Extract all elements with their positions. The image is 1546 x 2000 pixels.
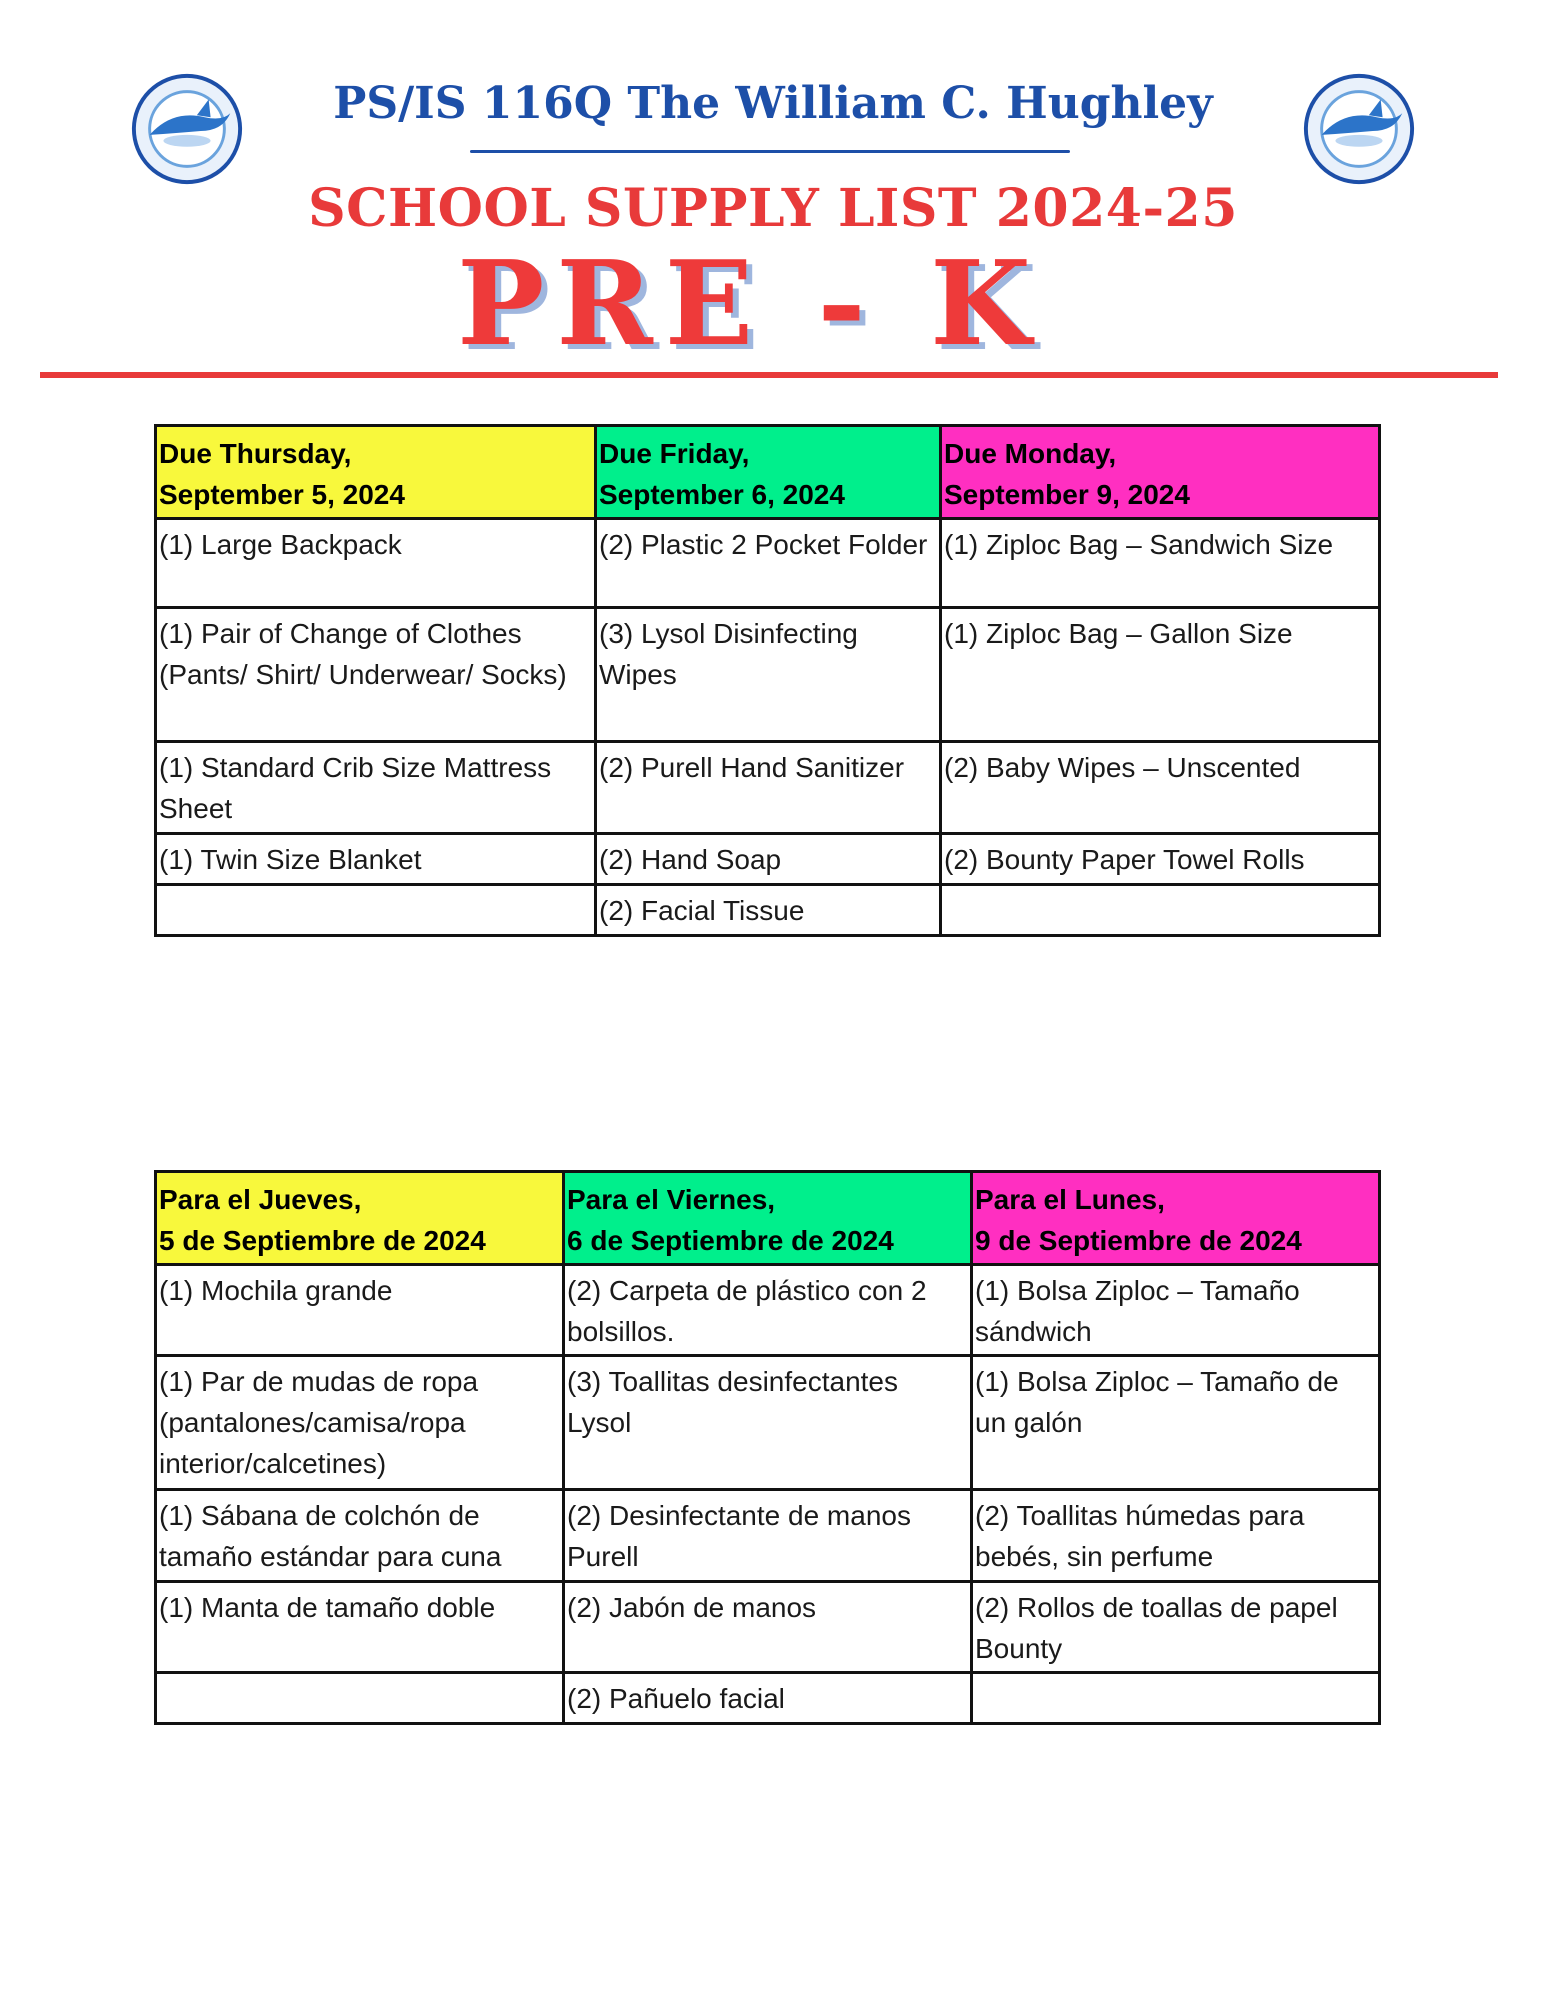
divider-rule	[40, 372, 1498, 378]
table-row	[156, 1356, 1380, 1490]
table-cell: (1) Standard Crib Size Mattress Sheet	[156, 742, 596, 834]
school-name: PS/IS 116Q The William C. Hughley	[333, 78, 1213, 129]
table-cell: (1) Manta de tamaño doble	[156, 1582, 564, 1673]
table-row	[156, 885, 1380, 936]
table-row	[156, 608, 1380, 742]
table-cell: (2) Desinfectante de manos Purell	[564, 1490, 972, 1582]
table-row	[156, 1673, 1380, 1724]
table-cell: (2) Plastic 2 Pocket Folder	[596, 519, 941, 608]
table-cell: (1) Twin Size Blanket	[156, 834, 596, 885]
table-cell: (3) Lysol Disinfecting Wipes	[596, 608, 941, 742]
table-row	[156, 1490, 1380, 1582]
table-cell: (1) Bolsa Ziploc – Tamaño de un galón	[972, 1356, 1380, 1490]
table-cell: (1) Sábana de colchón de tamaño estándar para cuna	[156, 1490, 564, 1582]
table-row	[156, 519, 1380, 608]
table-cell: (1) Ziploc Bag – Sandwich Size	[941, 519, 1380, 608]
table-cell: (2) Bounty Paper Towel Rolls	[941, 834, 1380, 885]
table-cell	[156, 885, 596, 936]
supply-list-title: SCHOOL SUPPLY LIST 2024-25	[308, 178, 1238, 239]
table-cell	[156, 1673, 564, 1724]
table-cell: (2) Jabón de manos	[564, 1582, 972, 1673]
english-supply-table	[154, 424, 1381, 937]
table-cell: (2) Baby Wipes – Unscented	[941, 742, 1380, 834]
table-cell: (1) Large Backpack	[156, 519, 596, 608]
column-header-thursday: Due Thursday, September 5, 2024	[156, 426, 596, 519]
table-cell: (3) Toallitas desinfectantes Lysol	[564, 1356, 972, 1490]
column-header-viernes: Para el Viernes, 6 de Septiembre de 2024	[564, 1172, 972, 1265]
table-cell: (1) Bolsa Ziploc – Tamaño sándwich	[972, 1265, 1380, 1356]
column-header-friday: Due Friday, September 6, 2024	[596, 426, 941, 519]
table-cell: (2) Pañuelo facial	[564, 1673, 972, 1724]
column-header-jueves: Para el Jueves, 5 de Septiembre de 2024	[156, 1172, 564, 1265]
table-cell	[972, 1673, 1380, 1724]
spanish-supply-table	[154, 1170, 1381, 1725]
table-row	[156, 742, 1380, 834]
table-cell: (1) Ziploc Bag – Gallon Size	[941, 608, 1380, 742]
table-cell: (2) Toallitas húmedas para bebés, sin perfume	[972, 1490, 1380, 1582]
table-cell: (1) Par de mudas de ropa (pantalones/camisa/ropa interior/calcetines)	[156, 1356, 564, 1490]
table-cell	[941, 885, 1380, 936]
table-cell: (1) Mochila grande	[156, 1265, 564, 1356]
table-cell: (2) Purell Hand Sanitizer	[596, 742, 941, 834]
table-header-row	[156, 426, 1380, 519]
table-cell: (1) Pair of Change of Clothes (Pants/ Shirt/ Underwear/ Socks)	[156, 608, 596, 742]
column-header-lunes: Para el Lunes, 9 de Septiembre de 2024	[972, 1172, 1380, 1265]
table-cell: (2) Carpeta de plástico con 2 bolsillos.	[564, 1265, 972, 1356]
title-underline	[470, 150, 1070, 153]
table-header-row	[156, 1172, 1380, 1265]
table-row	[156, 834, 1380, 885]
table-row	[156, 1265, 1380, 1356]
table-row	[156, 1582, 1380, 1673]
column-header-monday: Due Monday, September 9, 2024	[941, 426, 1380, 519]
table-cell: (2) Hand Soap	[596, 834, 941, 885]
table-cell: (2) Rollos de toallas de papel Bounty	[972, 1582, 1380, 1673]
grade-title: PRE - K	[457, 236, 1043, 372]
table-cell: (2) Facial Tissue	[596, 885, 941, 936]
